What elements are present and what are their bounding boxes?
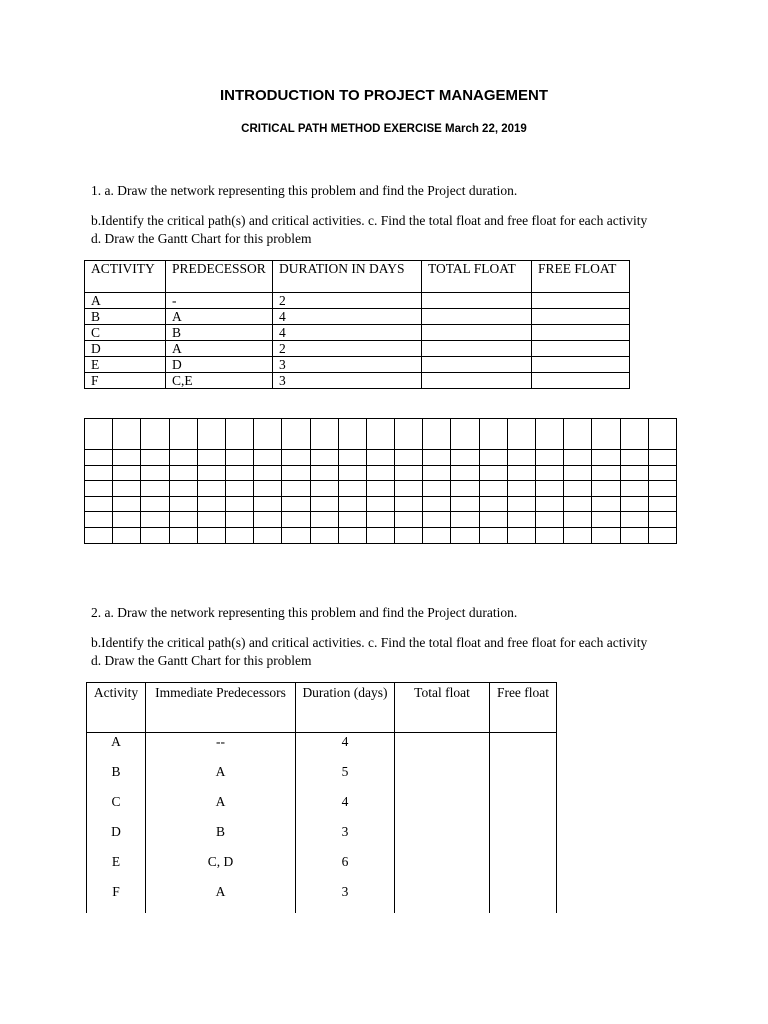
q1-table-cell: 2 (273, 341, 422, 357)
gantt-cell (479, 512, 507, 528)
q1-table-cell: D (85, 341, 166, 357)
gantt-cell (338, 481, 366, 497)
gantt-cell (395, 496, 423, 512)
gantt-cell (282, 481, 310, 497)
q1-table-row (85, 373, 630, 389)
q1-table-row (85, 341, 630, 357)
q1-table-cell (532, 341, 630, 357)
q2-table-cell: E (87, 853, 146, 883)
gantt-cell (423, 481, 451, 497)
gantt-row (85, 481, 677, 497)
gantt-cell (338, 496, 366, 512)
gantt-cell (254, 481, 282, 497)
q2-table-cell (490, 853, 557, 883)
gantt-cell (113, 512, 141, 528)
q2-table-cell: A (146, 763, 296, 793)
gantt-cell (620, 527, 648, 543)
gantt-cell (141, 450, 169, 466)
q1-table-cell: D (166, 357, 273, 373)
gantt-cell (648, 419, 676, 450)
gantt-cell (225, 419, 253, 450)
q1-table-cell: A (166, 309, 273, 325)
gantt-cell (479, 419, 507, 450)
gantt-cell (310, 512, 338, 528)
q1-table-cell: 2 (273, 293, 422, 309)
gantt-cell (423, 496, 451, 512)
gantt-cell (620, 496, 648, 512)
q2-header-total-float: Total float (395, 683, 490, 733)
gantt-cell (169, 450, 197, 466)
gantt-cell (282, 419, 310, 450)
q2-table-cell: D (87, 823, 146, 853)
gantt-cell (592, 465, 620, 481)
gantt-cell (536, 481, 564, 497)
q2-activity-table (86, 682, 557, 913)
q2-table-cell (395, 883, 490, 913)
q2-header-free-float: Free float (490, 683, 557, 733)
q2-instruction-b: b.Identify the critical path(s) and critical activities. c. Find the total float and free float for each activity (91, 635, 648, 650)
q2-table-cell: C (87, 793, 146, 823)
gantt-cell (395, 419, 423, 450)
q2-header-duration: Duration (days) (296, 683, 395, 733)
q2-instruction-a: 2. a. Draw the network representing this problem and find the Project duration. (91, 605, 518, 620)
gantt-cell (310, 419, 338, 450)
q2-table-cell (490, 733, 557, 764)
gantt-cell (648, 465, 676, 481)
q2-table-cell (490, 823, 557, 853)
gantt-cell (141, 465, 169, 481)
q1-table-cell (422, 325, 532, 341)
q1-table-cell (422, 357, 532, 373)
gantt-cell (479, 481, 507, 497)
q1-table-cell (532, 325, 630, 341)
gantt-cell (85, 465, 113, 481)
gantt-cell (338, 527, 366, 543)
gantt-cell (225, 465, 253, 481)
gantt-cell (225, 450, 253, 466)
gantt-cell (282, 450, 310, 466)
gantt-cell (197, 419, 225, 450)
q1-table-cell: C (85, 325, 166, 341)
q2-table-cell: A (146, 883, 296, 913)
gantt-cell (620, 512, 648, 528)
q1-table-cell (422, 373, 532, 389)
gantt-cell (507, 527, 535, 543)
q2-table-cell (395, 853, 490, 883)
gantt-cell (423, 527, 451, 543)
gantt-row (85, 527, 677, 543)
q1-table-cell: - (166, 293, 273, 309)
gantt-cell (507, 512, 535, 528)
gantt-cell (648, 512, 676, 528)
gantt-cell (113, 465, 141, 481)
gantt-cell (141, 527, 169, 543)
gantt-row (85, 419, 677, 450)
q2-table-cell: B (146, 823, 296, 853)
gantt-cell (507, 419, 535, 450)
gantt-cell (197, 450, 225, 466)
document-subtitle: CRITICAL PATH METHOD EXERCISE March 22, 2019 (241, 123, 527, 135)
gantt-cell (564, 419, 592, 450)
gantt-cell (85, 527, 113, 543)
q2-table-cell (395, 793, 490, 823)
q1-table-cell (422, 309, 532, 325)
q2-table-cell (490, 793, 557, 823)
q2-table-cell: 3 (296, 883, 395, 913)
gantt-cell (169, 481, 197, 497)
gantt-cell (338, 419, 366, 450)
q1-table-cell (532, 309, 630, 325)
gantt-cell (366, 481, 394, 497)
gantt-cell (451, 481, 479, 497)
q1-table-cell: E (85, 357, 166, 373)
gantt-cell (479, 450, 507, 466)
gantt-cell (479, 527, 507, 543)
gantt-cell (479, 465, 507, 481)
gantt-cell (169, 512, 197, 528)
gantt-cell (310, 527, 338, 543)
gantt-cell (197, 527, 225, 543)
q1-instruction-b: b.Identify the critical path(s) and critical activities. c. Find the total float and free float for each activity (91, 213, 648, 228)
gantt-cell (338, 465, 366, 481)
gantt-row (85, 450, 677, 466)
gantt-cell (225, 527, 253, 543)
gantt-cell (648, 450, 676, 466)
q2-table-row (87, 853, 557, 883)
q2-instruction-d: d. Draw the Gantt Chart for this problem (91, 653, 312, 668)
q2-table-cell: -- (146, 733, 296, 764)
gantt-cell (282, 512, 310, 528)
gantt-cell (141, 512, 169, 528)
gantt-cell (254, 512, 282, 528)
gantt-cell (620, 465, 648, 481)
gantt-cell (395, 512, 423, 528)
gantt-cell (536, 450, 564, 466)
gantt-cell (141, 496, 169, 512)
gantt-cell (592, 527, 620, 543)
q1-header-predecessor: PREDECESSOR (166, 261, 273, 293)
gantt-cell (564, 496, 592, 512)
gantt-cell (564, 481, 592, 497)
gantt-cell (197, 496, 225, 512)
gantt-cell (141, 419, 169, 450)
q2-table-cell: 6 (296, 853, 395, 883)
q1-table-cell: A (166, 341, 273, 357)
q2-table-row (87, 823, 557, 853)
gantt-cell (620, 419, 648, 450)
gantt-cell (225, 512, 253, 528)
q2-table-cell: C, D (146, 853, 296, 883)
gantt-cell (536, 465, 564, 481)
q1-table-cell: 4 (273, 325, 422, 341)
gantt-cell (507, 465, 535, 481)
q1-table-cell (532, 373, 630, 389)
gantt-cell (451, 512, 479, 528)
gantt-cell (423, 465, 451, 481)
gantt-cell (310, 450, 338, 466)
gantt-cell (564, 512, 592, 528)
gantt-cell (282, 527, 310, 543)
gantt-cell (225, 496, 253, 512)
gantt-chart-grid (84, 418, 677, 544)
gantt-cell (141, 481, 169, 497)
gantt-cell (282, 465, 310, 481)
gantt-cell (423, 512, 451, 528)
gantt-row (85, 496, 677, 512)
q2-table-cell (395, 823, 490, 853)
q1-header-total-float: TOTAL FLOAT (422, 261, 532, 293)
q2-table-cell (490, 763, 557, 793)
q2-table-cell (395, 733, 490, 764)
q2-table-row (87, 883, 557, 913)
gantt-cell (451, 465, 479, 481)
gantt-cell (169, 465, 197, 481)
q1-table-cell (422, 341, 532, 357)
gantt-cell (564, 527, 592, 543)
q1-table-cell (532, 293, 630, 309)
gantt-cell (620, 450, 648, 466)
gantt-cell (197, 481, 225, 497)
q1-table-cell (422, 293, 532, 309)
gantt-cell (564, 465, 592, 481)
gantt-cell (254, 527, 282, 543)
gantt-cell (366, 419, 394, 450)
q1-table-cell: C,E (166, 373, 273, 389)
q2-table-cell (490, 883, 557, 913)
gantt-cell (366, 450, 394, 466)
q1-table-cell: 4 (273, 309, 422, 325)
gantt-cell (254, 450, 282, 466)
gantt-cell (197, 512, 225, 528)
q1-table-cell: B (166, 325, 273, 341)
gantt-cell (564, 450, 592, 466)
gantt-cell (113, 419, 141, 450)
q1-table-row (85, 357, 630, 373)
gantt-cell (225, 481, 253, 497)
gantt-cell (395, 527, 423, 543)
gantt-cell (451, 450, 479, 466)
q2-table-cell: F (87, 883, 146, 913)
q2-table-cell: 4 (296, 733, 395, 764)
gantt-cell (85, 496, 113, 512)
gantt-cell (479, 496, 507, 512)
gantt-cell (366, 527, 394, 543)
gantt-cell (620, 481, 648, 497)
q1-table-cell (532, 357, 630, 373)
gantt-cell (507, 496, 535, 512)
gantt-cell (338, 512, 366, 528)
gantt-cell (310, 496, 338, 512)
q2-table-cell: A (87, 733, 146, 764)
gantt-cell (423, 450, 451, 466)
q2-table-cell: 4 (296, 793, 395, 823)
gantt-cell (169, 496, 197, 512)
gantt-cell (648, 496, 676, 512)
q2-table-cell (395, 763, 490, 793)
q1-activity-table (84, 260, 630, 389)
gantt-cell (592, 512, 620, 528)
gantt-cell (282, 496, 310, 512)
gantt-cell (254, 419, 282, 450)
q1-table-row (85, 293, 630, 309)
gantt-row (85, 512, 677, 528)
q1-table-row (85, 309, 630, 325)
gantt-cell (507, 481, 535, 497)
q1-table-cell: F (85, 373, 166, 389)
q2-table-cell: B (87, 763, 146, 793)
q2-table-row (87, 763, 557, 793)
q2-header-predecessors: Immediate Predecessors (146, 683, 296, 733)
gantt-cell (113, 527, 141, 543)
q1-table-cell: B (85, 309, 166, 325)
gantt-cell (85, 512, 113, 528)
gantt-cell (197, 465, 225, 481)
gantt-cell (310, 465, 338, 481)
q2-table-cell: A (146, 793, 296, 823)
gantt-cell (536, 512, 564, 528)
gantt-cell (648, 481, 676, 497)
q1-table-cell: 3 (273, 357, 422, 373)
gantt-cell (85, 450, 113, 466)
gantt-cell (395, 450, 423, 466)
gantt-cell (592, 496, 620, 512)
gantt-cell (113, 496, 141, 512)
gantt-cell (169, 527, 197, 543)
gantt-cell (507, 450, 535, 466)
gantt-cell (536, 496, 564, 512)
q1-table-cell: A (85, 293, 166, 309)
gantt-cell (254, 465, 282, 481)
q1-instruction-d: d. Draw the Gantt Chart for this problem (91, 231, 312, 246)
gantt-cell (451, 527, 479, 543)
q1-table-row (85, 325, 630, 341)
gantt-cell (366, 512, 394, 528)
q1-header-free-float: FREE FLOAT (532, 261, 630, 293)
gantt-cell (648, 527, 676, 543)
gantt-cell (395, 481, 423, 497)
gantt-cell (451, 496, 479, 512)
q2-table-row (87, 733, 557, 764)
q1-header-activity: ACTIVITY (85, 261, 166, 293)
gantt-cell (254, 496, 282, 512)
document-title: INTRODUCTION TO PROJECT MANAGEMENT (219, 87, 549, 104)
q2-header-activity: Activity (87, 683, 146, 733)
gantt-row (85, 465, 677, 481)
gantt-cell (85, 419, 113, 450)
gantt-cell (366, 496, 394, 512)
gantt-cell (592, 450, 620, 466)
gantt-cell (536, 527, 564, 543)
gantt-cell (85, 481, 113, 497)
gantt-cell (592, 481, 620, 497)
gantt-cell (338, 450, 366, 466)
gantt-cell (113, 450, 141, 466)
gantt-cell (423, 419, 451, 450)
gantt-cell (310, 481, 338, 497)
q1-table-cell: 3 (273, 373, 422, 389)
gantt-cell (395, 465, 423, 481)
gantt-cell (592, 419, 620, 450)
gantt-cell (113, 481, 141, 497)
q2-table-cell: 3 (296, 823, 395, 853)
gantt-cell (366, 465, 394, 481)
q2-table-row (87, 793, 557, 823)
q2-table-cell: 5 (296, 763, 395, 793)
gantt-cell (536, 419, 564, 450)
q1-header-duration: DURATION IN DAYS (273, 261, 422, 293)
gantt-cell (169, 419, 197, 450)
q1-instruction-a: 1. a. Draw the network representing this problem and find the Project duration. (91, 183, 518, 198)
gantt-cell (451, 419, 479, 450)
